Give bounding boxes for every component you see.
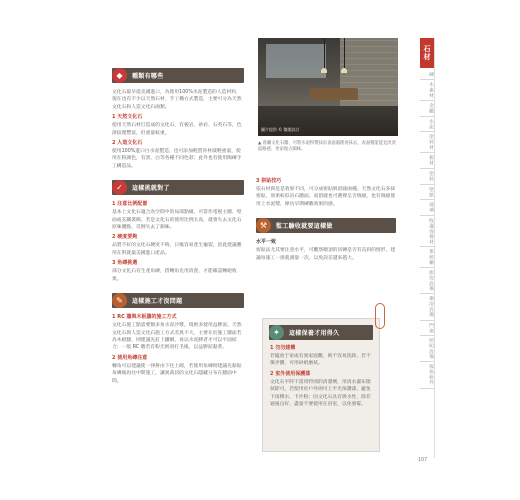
page-number: 107 [418,458,428,463]
construction-section [112,293,244,385]
acceptance-heading [256,218,396,233]
left-column [112,68,244,395]
side-nav-item[interactable]: 玻璃 [420,200,434,216]
inspect-icon: ⚒ [256,218,271,233]
choose-heading [112,180,244,195]
acceptance-heading-text: 監工驗收就要這樣做 [276,223,333,231]
construction-item-1-title: 1 RC 牆與木板牆的施工方式 [112,314,177,321]
side-nav-item[interactable]: 塗料材 [420,132,434,153]
photo-pendant-lamp [321,68,327,73]
construction-heading [112,293,244,308]
choose-item-2-text: 品質不好的文化石硬度不夠，日後容易產生龜裂，因此建議應用在對就築美國進口產品。 [112,243,242,256]
choose-heading-text: 這樣挑就對了 [132,185,170,193]
choose-item-1-text: 基本上文化石適合為空間中的局部點綴，可當作電視主牆、壁面或玄關裝飾。若是文化石的使用比例太高，就會失去文化石原味優點，反倒失去了韻味。 [112,210,242,231]
side-nav-item[interactable]: 磚 [420,70,434,80]
construction-item-2-title: 2 使用角磚注意 [112,354,148,361]
side-nav-item[interactable]: 木素材 [420,80,434,101]
kinds-section [112,68,244,170]
acceptance-item-text: 密貼法尤其要注意水平，可觀察牆頂的切磚是否有直斜的情形，建議每施工一排就測量一次，以免誤差越來越大。 [256,248,396,261]
side-nav-item[interactable]: 傢俱軟件 [420,362,434,388]
middle-column [256,178,396,272]
side-nav-item[interactable]: 板材 [420,153,434,169]
section-tab[interactable]: 石材 [420,38,434,68]
joint-item-title: 3 拼貼技巧 [256,178,282,184]
construction-heading-text: 這樣施工才沒問題 [132,298,183,306]
side-nav-item[interactable]: 水泥 [420,117,434,133]
construction-item-2-text: 轉角可以建議使一律拼由下往上砌，若使用角磚則建議先黏貼角磚後再往中間施工，讓異裁切的文化石隱藏分布在牆面中間。 [112,363,242,384]
acceptance-item-title: 水平一致 [256,239,277,246]
maintenance-heading [269,325,373,340]
photo-table [310,88,358,100]
maintenance-box [262,318,380,452]
acceptance-section [256,218,396,262]
maintenance-item-2-title: 2 室外使用保護漆 [270,370,311,377]
maintenance-item-2-text: 文化石平時不需用特別的清潔劑，用清水濕布擦拭即可。若使用於戶外則可上平光保護漆，避免下雨積水、卡沙粉；因文化石具有吸水性，除非通風良好，盡量不要使用在浴室，以免發霉。 [270,379,371,408]
sparkle-icon: ✦ [269,325,284,340]
kinds-intro: 文化石最早從美國進口，為使用100%水泥製造的人造材料，現在也有不少以天然石材、手工構方式製造，主要可分為天然文化石和人造文化石兩類。 [112,90,242,110]
kinds-heading-text: 種類有哪些 [132,73,164,80]
maintenance-heading-text: 這樣保養才用得久 [289,330,340,337]
photo-credit: 圖片提供 © 馥閣設計 [261,127,300,132]
side-nav-item[interactable]: 塗料 [420,169,434,185]
photo-caption: ▲ 客廳文化石牆，可將水泥粉漿抹於表面處理再抹去，表面稍能能見淡淡紋路感，更添復古韻味。 [258,141,396,152]
joint-item-text: 依石材與是是效果不同，可分成密貼與留縫兩種。天然文化石多採密貼，效果較似岩石牆面，而留縫也可選擇呈否填縫，也有填縫使用上水泥漿，條仿早期磚牆效果的感。 [256,187,396,207]
photo-window [266,44,326,78]
maintenance-item-1-title: 1 勿勿建構 [270,345,296,351]
choose-item-3-text: 部分文化石有生產角磚，搭轉角先用清瓷、才能確認轉絕收果。 [112,269,237,282]
kinds-item-1-text: 使用天然石材打造成的文化石，有板岩、砂岩、石英石等，色澤紋理豐富，但重量較重。 [112,123,242,136]
kinds-item-2-text: 使用100%進口白水泥製造，也可添加輕質骨材減輕重量，使用在粉調色，有黑、白等各種不同色彩；此外也有使用陶磚手工構造品。 [112,149,242,169]
photo-pendant-lamp [341,68,347,73]
stone-icon: ◆ [112,68,127,83]
side-nav-item[interactable]: 廚房設備 [420,268,434,294]
joint-section [256,178,396,208]
side-divider [434,38,435,458]
side-nav [420,70,434,389]
side-nav-item[interactable]: 系統櫃 [420,247,434,268]
side-nav-item[interactable]: 收邊保養材 [420,216,434,248]
side-nav-item[interactable]: 門窗 [420,321,434,337]
side-nav-item[interactable]: 衛浴設備 [420,294,434,320]
paperclip-icon [375,303,385,329]
choose-section [112,180,244,283]
room-photo [258,38,398,136]
hammer-icon: ✎ [112,293,127,308]
kinds-item-2-title: 2 人造文化石 [112,140,143,147]
photo-pendant-cord [344,38,345,68]
check-icon: ✓ [112,180,127,195]
side-nav-item[interactable]: 壁紙 [420,185,434,201]
choose-item-3-title: 3 角磚挑選 [112,260,138,267]
choose-item-2-title: 2 硬度要夠 [112,234,138,241]
side-nav-item[interactable]: 照明設備 [420,336,434,362]
construction-item-1-text: 文化石施工點需要類多角水泥沙漿，現則多使用益膠泥。天然文化石與人造文化石施工方式差異不大，主要在於施工牆面若為木板牆，則建議先釘上鐵網，再以水泥膠者才可以平面結合；一般 RC 牆若有粉光則須打毛後，以益膠泥黏著。 [112,323,242,351]
maintenance-item-1-text: 若擺放于家或有異家庭觀，則不容易洗除，若不慎弄髒，可用砂紙磨拭。 [270,354,371,367]
choose-item-1-title: 1 注意比例配置 [112,201,148,208]
photo-pendant-cord [324,38,325,68]
kinds-item-1-title: 1 天然文化石 [112,114,143,121]
kinds-heading [112,68,244,83]
side-nav-item[interactable]: 金屬 [420,101,434,117]
photo-caption-row [258,141,400,153]
maintenance-content [263,345,379,408]
